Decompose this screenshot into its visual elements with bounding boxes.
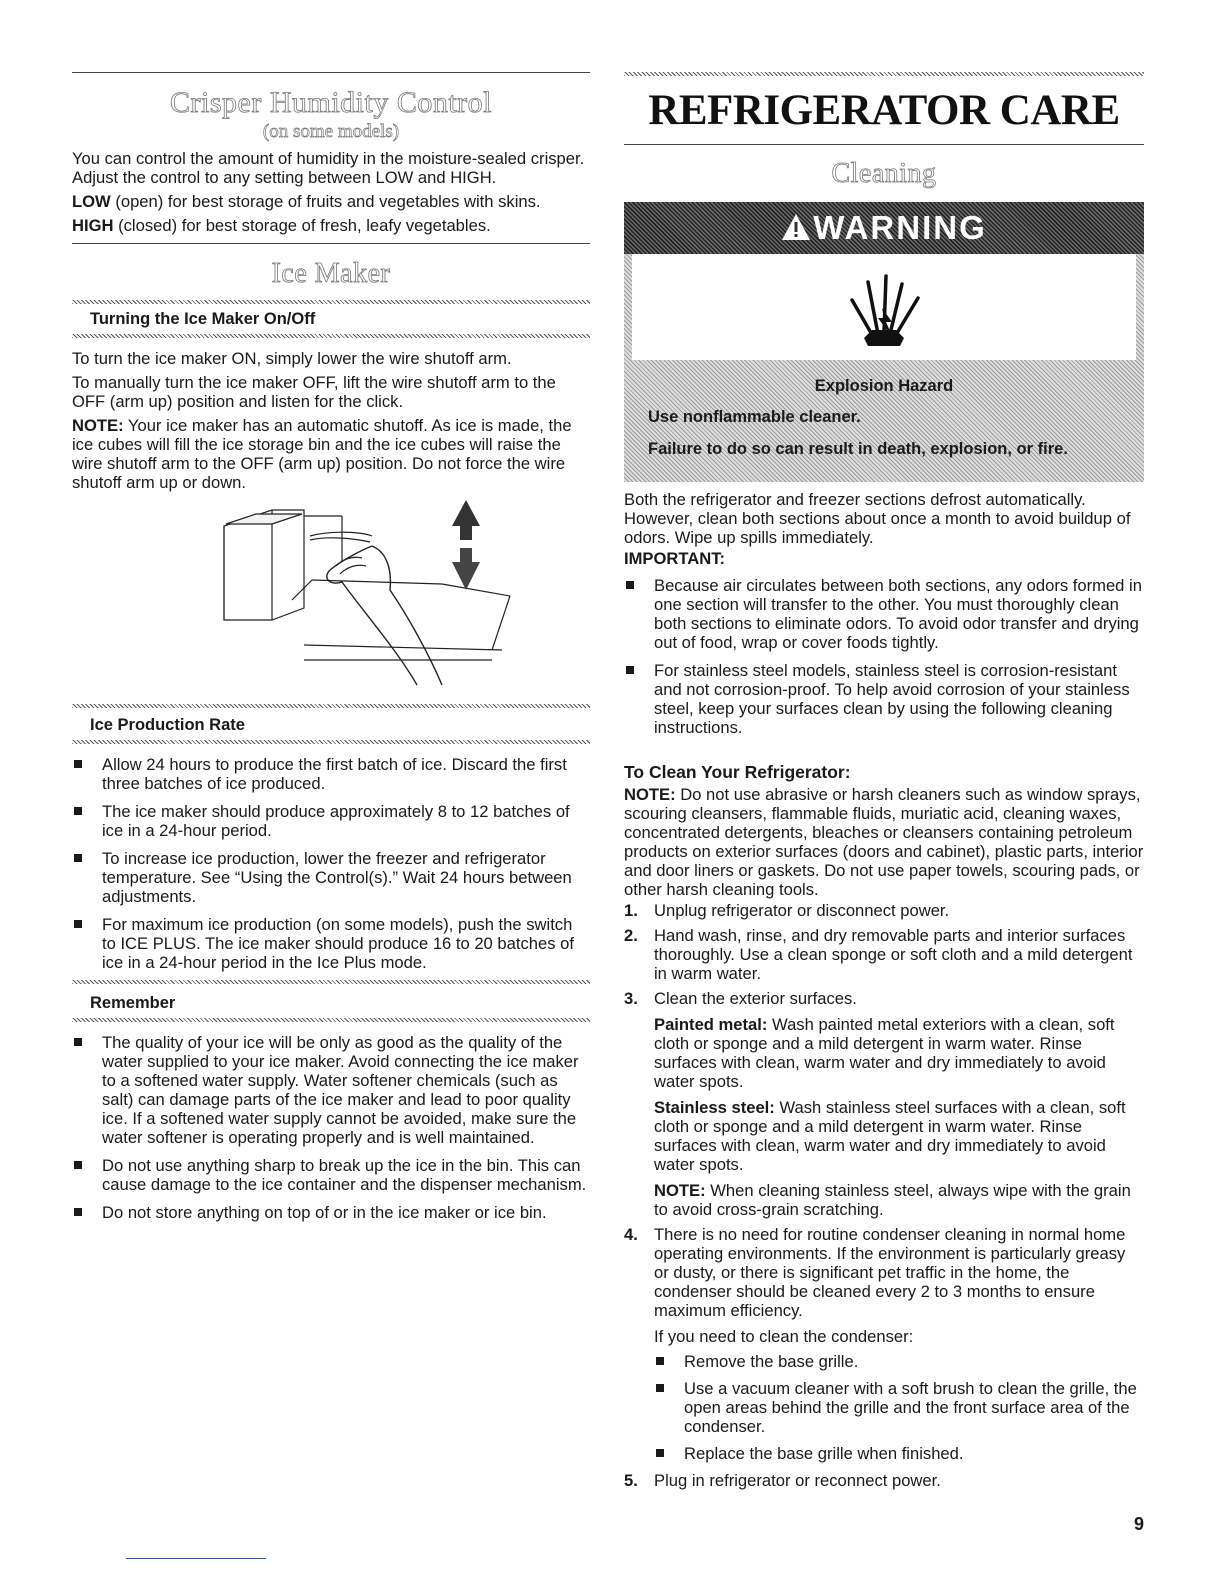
clean-note	[624, 785, 1144, 899]
warning-line-2: Failure to do so can result in death, explosion, or fire.	[648, 440, 1068, 458]
remember-heading: Remember	[90, 994, 176, 1012]
remember-rule-top	[72, 980, 590, 984]
list-item: Allow 24 hours to produce the first batch of ice. Discard the first three batches of ice produced.	[72, 755, 590, 793]
remember-bullet-list	[72, 1033, 590, 1231]
right-column	[624, 0, 1144, 1584]
cleaning-intro: Both the refrigerator and freezer sections defrost automatically. However, clean both sections about once a month to avoid buildup of odors. Wipe up spills immediately.	[624, 490, 1131, 547]
warning-label: WARNING	[813, 209, 987, 246]
note-label: NOTE:	[72, 416, 124, 435]
important-bullet-list	[624, 576, 1144, 746]
up-arrow-icon	[452, 500, 480, 540]
left-column	[72, 0, 590, 1584]
low-label: LOW	[72, 192, 111, 211]
warning-banner	[624, 202, 1144, 254]
grain-note-text: NOTE: When cleaning stainless steel, always wipe with the grain to avoid cross-grain scratching.	[654, 1181, 1131, 1219]
list-item: Use a vacuum cleaner with a soft brush to clean the grille, the open areas behind the grille and the front surface area of the condenser.	[654, 1379, 1144, 1436]
crisper-title: Crisper Humidity Control	[170, 86, 492, 119]
off-instructions: To manually turn the ice maker OFF, lift the wire shutoff arm to the OFF (arm up) position and listen for the click.	[72, 373, 556, 411]
crisper-subtitle: (on some models)	[262, 121, 400, 142]
step-item: 5. Plug in refrigerator or reconnect power.	[624, 1471, 941, 1490]
list-item: To increase ice production, lower the freezer and refrigerator temperature. See “Using the Control(s).” Wait 24 hours between adjustments.	[72, 849, 590, 906]
condenser-intro: If you need to clean the condenser:	[654, 1327, 914, 1346]
note-text: Your ice maker has an automatic shutoff. As ice is made, the ice cubes will fill the ice storage bin and the ice cubes will raise the wire shutoff arm to the OFF (arm up) position. Do not force the wire shutoff arm up or down.	[72, 416, 572, 492]
clean-heading: To Clean Your Refrigerator:	[624, 762, 851, 782]
remember-rule-bottom	[72, 1018, 590, 1022]
alert-triangle-icon	[781, 213, 811, 241]
onoff-heading: Turning the Ice Maker On/Off	[90, 310, 316, 328]
right-top-rule	[624, 72, 1144, 76]
cleaning-steps	[624, 901, 1144, 1496]
list-item: The ice maker should produce approximately 8 to 12 batches of ice in a 24-hour period.	[72, 802, 590, 840]
rate-rule-top	[72, 704, 590, 708]
page-title: REFRIGERATOR CARE	[648, 87, 1120, 134]
onoff-rule-top	[72, 300, 590, 304]
step-item: 1. Unplug refrigerator or disconnect power.	[624, 901, 950, 920]
crisper-high-line	[72, 216, 590, 235]
rate-bullet-list	[72, 755, 590, 981]
important-label: IMPORTANT:	[624, 549, 726, 568]
warning-box	[624, 202, 1144, 482]
list-item: Do not use anything sharp to break up the ice in the bin. This can cause damage to the ice container and the dispenser mechanism.	[72, 1156, 590, 1194]
top-rule	[72, 72, 590, 73]
list-item: Because air circulates between both sections, any odors formed in one section will transfer to the other. You must thoroughly clean both sections to eliminate odors. To avoid odor transfer and drying out of food, wrap or cover foods tightly.	[624, 576, 1144, 652]
list-item: Replace the base grille when finished.	[654, 1444, 1144, 1463]
step-item: 2. Hand wash, rinse, and dry removable parts and interior surfaces thoroughly. Use a clean sponge or soft cloth and a mild detergent in warm water.	[624, 926, 1133, 983]
crisper-rule	[72, 243, 590, 244]
list-item: Do not store anything on top of or in the ice maker or ice bin.	[72, 1203, 590, 1222]
cleaning-title: Cleaning	[831, 158, 937, 189]
crisper-low-line	[72, 192, 590, 211]
clean-note-label: NOTE:	[624, 785, 676, 804]
step-item: 3. Clean the exterior surfaces. Painted metal: Wash painted metal exteriors with a clean, soft cloth or sponge and a mild detergent in warm water. Rinse surfaces with clean, warm water and dry immediately to avoid water spots. Stainless steel: Wash stainless steel surfaces with a clean, soft cloth or sponge and a mild detergent in warm water. Rinse surfaces with clean, warm water and dry immediately to avoid water spots. NOTE: When cleaning stainless steel, always wipe with the grain to avoid cross-grain scratching.	[624, 989, 1144, 1219]
list-item: Remove the base grille.	[654, 1352, 1144, 1371]
warning-icon-panel	[632, 254, 1136, 360]
warning-line-1: Use nonflammable cleaner.	[648, 408, 861, 426]
on-instructions: To turn the ice maker ON, simply lower the wire shutoff arm.	[72, 349, 512, 368]
page-number: 9	[1133, 1514, 1144, 1534]
stainless-steel-text: Stainless steel: Wash stainless steel surfaces with a clean, soft cloth or sponge and a mild detergent in warm water. Rinse surfaces with clean, warm water and dry immediately to avoid water spots.	[654, 1098, 1126, 1174]
rate-rule-bottom	[72, 740, 590, 744]
footer-line	[126, 1558, 266, 1559]
condenser-bullet-list	[654, 1352, 1144, 1463]
onoff-rule-bottom	[72, 334, 590, 338]
down-arrow-icon	[452, 548, 480, 590]
warning-hazard: Explosion Hazard	[814, 377, 954, 395]
painted-metal-text: Painted metal: Wash painted metal exteriors with a clean, soft cloth or sponge and a mild detergent in warm water. Rinse surfaces with clean, warm water and dry immediately to avoid water spots.	[654, 1015, 1115, 1091]
list-item: For stainless steel models, stainless steel is corrosion-resistant and not corrosion-proof. To help avoid corrosion of your stainless steel, keep your surfaces clean by using the following cleaning instructions.	[624, 661, 1144, 737]
explosion-icon	[844, 268, 924, 348]
ice-maker-title: Ice Maker	[271, 258, 391, 289]
list-item: For maximum ice production (on some models), push the switch to ICE PLUS. The ice maker should produce 16 to 20 batches of ice in a 24-hour period in the Ice Plus mode.	[72, 915, 590, 972]
crisper-intro: You can control the amount of humidity in the moisture-sealed crisper. Adjust the control to any setting between LOW and HIGH.	[72, 149, 585, 187]
high-label: HIGH	[72, 216, 114, 235]
ice-maker-illustration	[212, 500, 512, 690]
warning-heading	[624, 209, 1144, 247]
low-text: (open) for best storage of fruits and vegetables with skins.	[110, 192, 541, 211]
list-item: The quality of your ice will be only as good as the quality of the water supplied to your ice maker. Avoid connecting the ice maker to a softened water supply. Water softener chemicals (such as salt) can damage parts of the ice maker and lead to poor quality ice. If a softened water supply cannot be avoided, make sure the water softener is operating properly and is well maintained.	[72, 1033, 590, 1147]
title-rule	[624, 144, 1144, 145]
rate-heading: Ice Production Rate	[90, 716, 245, 734]
high-text: (closed) for best storage of fresh, leafy vegetables.	[113, 216, 491, 235]
step-item: 4. There is no need for routine condenser cleaning in normal home operating environments. If the environment is particularly greasy or dusty, or there is significant pet traffic in the home, the condenser should be cleaned every 2 to 3 months to ensure maximum efficiency. If you need to clean the condenser: Remove the base grille. Use a vacuum cleaner with a soft brush to clean the grille, the open areas behind the grille and the front surface area of the condenser. Replace the base grille when finished.	[624, 1225, 1144, 1463]
ice-maker-note	[72, 416, 590, 492]
clean-note-text: Do not use abrasive or harsh cleaners such as window sprays, scouring cleansers, flammable fluids, muriatic acid, cleaning waxes, concentrated detergents, bleaches or cleansers containing petroleum products on exterior surfaces (doors and cabinet), plastic parts, interior and door liners or gaskets. Do not use paper towels, scouring pads, or other harsh cleaning tools.	[624, 785, 1144, 899]
